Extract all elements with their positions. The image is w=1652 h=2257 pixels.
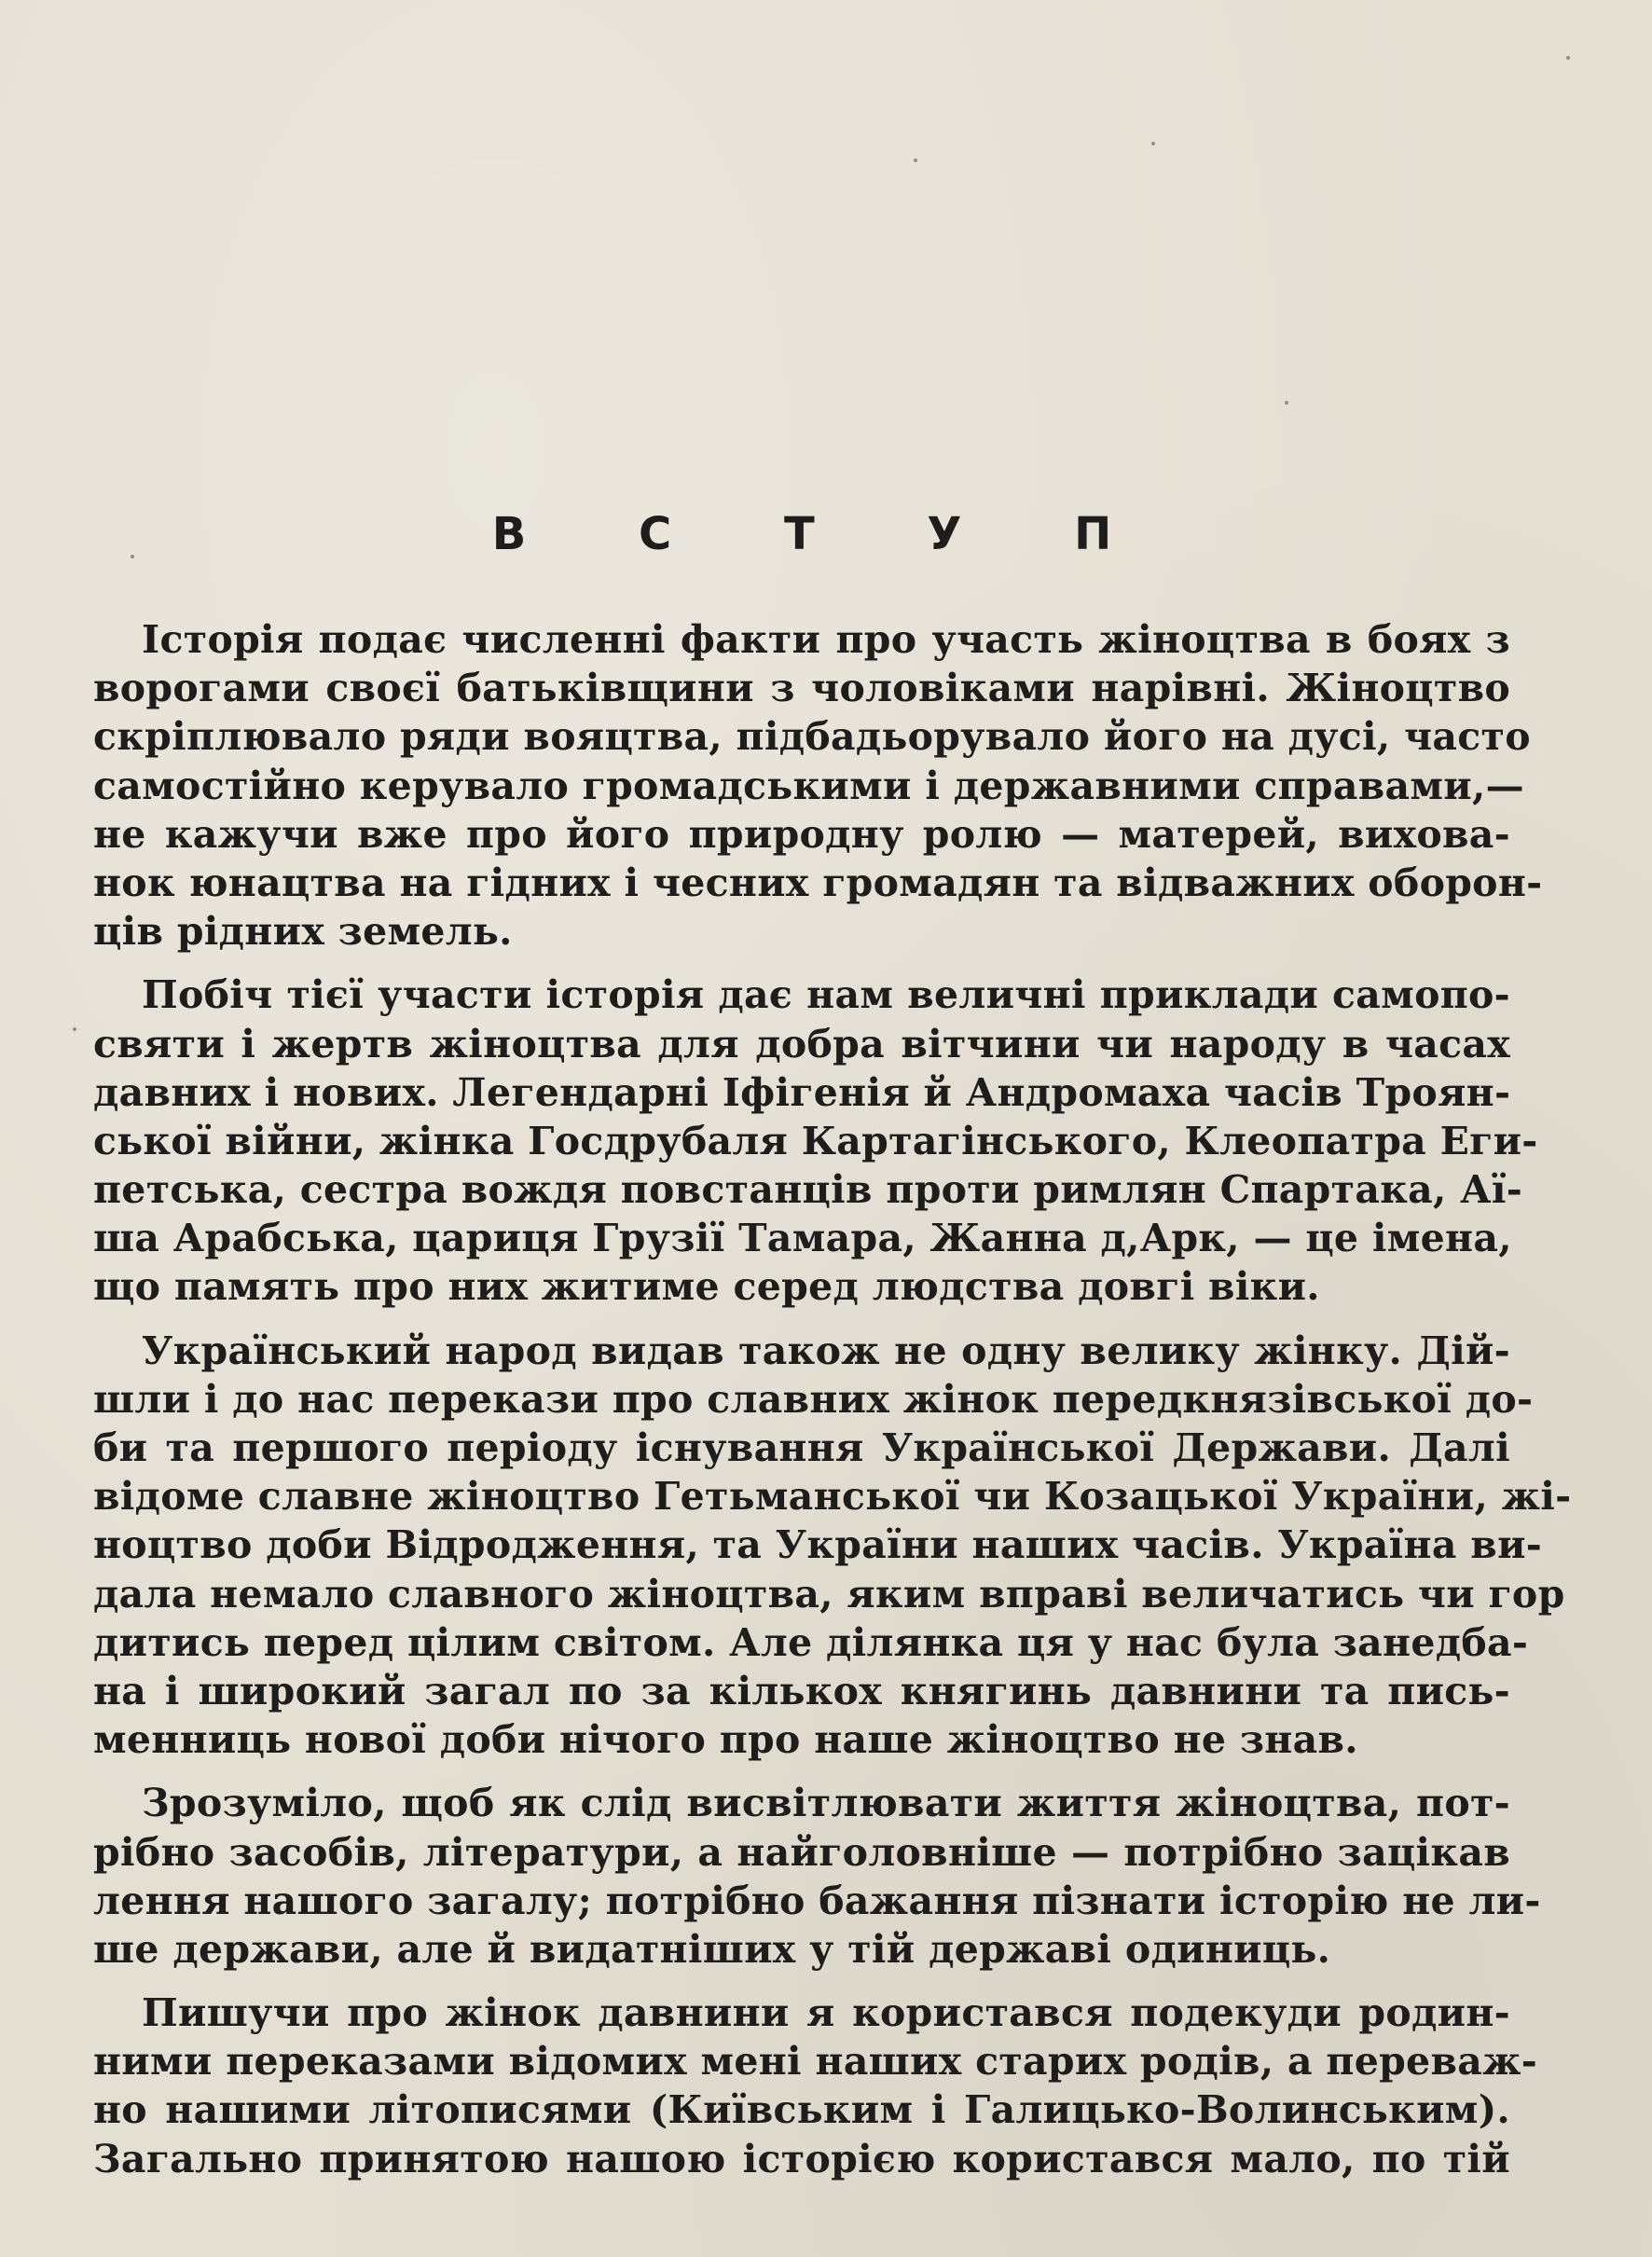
text-line: святи і жертв жіноцтва для добра вітчини чи народу в часах — [93, 1021, 1510, 1067]
text-line: Пишучи про жінок давнини я користався подекуди родин- — [142, 1990, 1510, 2036]
text-line: самостійно керувало громадськими і державними справами,— — [93, 763, 1524, 808]
paper-speck — [131, 555, 134, 558]
text-line: Зрозуміло, щоб як слід висвітлювати життя жіноцтва, пот- — [142, 1781, 1510, 1826]
paragraph — [93, 615, 1543, 956]
text-line: відоме славне жіноцтво Гетьманської чи Козацької України, жі- — [93, 1474, 1572, 1520]
text-line: шли і до нас перекази про славних жінок передкнязівської до- — [93, 1376, 1534, 1422]
body-text — [93, 615, 1572, 2198]
text-line: ців рідних земель. — [93, 909, 513, 955]
text-line: дала немало славного жіноцтва, яким вправі величатись чи гор — [93, 1571, 1565, 1617]
text-line: Загально принятою нашою історією користався мало, по тій — [93, 2136, 1510, 2181]
paper-speck — [1151, 142, 1155, 145]
text-line: нок юнацтва на гідних і чесних громадян та відважних оборон- — [93, 860, 1543, 905]
paper-speck — [1566, 56, 1570, 60]
text-line: лення нашого загалу; потрібно бажання пізнати історію не ли- — [93, 1878, 1541, 1923]
text-line: петська, сестра вождя повстанців проти римлян Спартака, Аї- — [93, 1167, 1523, 1213]
paragraph — [93, 1989, 1538, 2183]
text-line: рібно засобів, літератури, а найголовніше — потрібно зацікав — [93, 1829, 1510, 1875]
text-line: ворогами своєї батьківщини з чоловіками нарівні. Жіноцтво — [93, 666, 1510, 711]
chapter-heading: В С Т У П — [491, 508, 1161, 560]
text-line: ноцтво доби Відродження, та України наших часів. Україна ви- — [93, 1522, 1543, 1568]
text-line: менниць нової доби нічого про наше жіноцтво не знав. — [93, 1717, 1358, 1763]
paragraph — [93, 1327, 1572, 1765]
text-line: що память про них житиме серед людства довгі віки. — [93, 1264, 1320, 1310]
paper-speck — [914, 158, 917, 162]
text-line: би та першого періоду існування Української Держави. Далі — [93, 1425, 1510, 1470]
text-line: скріплювало ряди вояцтва, підбадьорувало його на дусі, часто — [93, 714, 1531, 760]
paragraph — [93, 1779, 1541, 1974]
paragraph — [93, 970, 1538, 1311]
paper-speck — [73, 1027, 76, 1031]
text-line: но нашими літописями (Київським і Галицько-Волинським). — [93, 2087, 1510, 2133]
text-line: давних і нових. Легендарні Іфігенія й Андромаха часів Троян- — [93, 1069, 1511, 1115]
text-line: на і широкий загал по за кількох княгинь давнини та пись- — [93, 1668, 1510, 1713]
text-line: ними переказами відомих мені наших старих родів, а переваж- — [93, 2039, 1538, 2085]
text-line: Український народ видав також не одну велику жінку. Дій- — [142, 1328, 1510, 1373]
text-line: Історія подає численні факти про участь жіноцтва в боях з — [142, 617, 1510, 662]
text-line: ше держави, але й видатніших у тій державі одиниць. — [93, 1926, 1331, 1972]
text-line: ської війни, жінка Госдрубаля Картагінського, Клеопатра Еги- — [93, 1118, 1538, 1163]
paper-speck — [1285, 401, 1288, 405]
text-line: Побіч тієї участи історія дає нам величні приклади самопо- — [142, 972, 1510, 1018]
text-line: не кажучи вже про його природну ролю — матерей, вихова- — [93, 811, 1510, 857]
text-line: ша Арабська, цариця Грузії Тамара, Жанна д,Арк, — це імена, — [93, 1216, 1512, 1261]
text-line: дитись перед цілим світом. Але ділянка ця у нас була занедба- — [93, 1619, 1529, 1665]
